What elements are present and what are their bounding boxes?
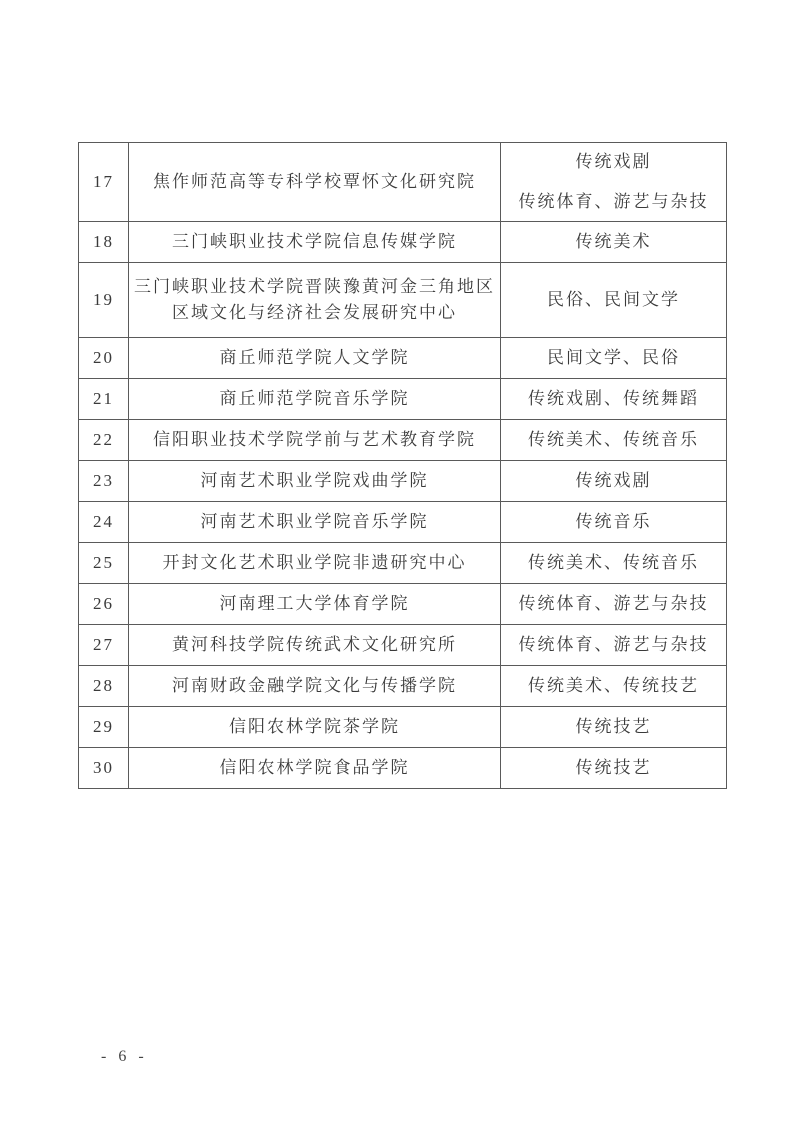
- category-cell: [501, 748, 727, 789]
- table-row: [79, 379, 727, 420]
- institution-name-cell: 信阳职业技术学院学前与艺术教育学院: [129, 420, 501, 461]
- page-number: - 6 -: [101, 1048, 148, 1065]
- row-number-cell: 17: [79, 143, 129, 222]
- table-row: [79, 748, 727, 789]
- category-label: 传统戏剧、传统舞蹈: [528, 389, 699, 408]
- category-cell: [501, 543, 727, 584]
- institution-name-cell: 商丘师范学院人文学院: [129, 338, 501, 379]
- category-label: 民俗、民间文学: [547, 290, 680, 309]
- table-row: [79, 707, 727, 748]
- row-number-cell: 28: [79, 666, 129, 707]
- category-label: 传统戏剧: [575, 152, 652, 171]
- category-cell: [501, 625, 727, 666]
- category-label: 传统技艺: [575, 717, 652, 736]
- row-number-cell: 26: [79, 584, 129, 625]
- row-number-cell: 19: [79, 263, 129, 338]
- table-row: [79, 543, 727, 584]
- category-label: 传统音乐: [575, 512, 652, 531]
- row-number-cell: 25: [79, 543, 129, 584]
- institution-name-cell: 三门峡职业技术学院晋陕豫黄河金三角地区区域文化与经济社会发展研究中心: [129, 263, 501, 338]
- table-body: [79, 143, 727, 789]
- table-row: [79, 502, 727, 543]
- category-label: 传统体育、游艺与杂技: [518, 635, 709, 654]
- row-number-cell: 24: [79, 502, 129, 543]
- table-row: [79, 263, 727, 338]
- category-cell: [501, 502, 727, 543]
- category-cell: [501, 420, 727, 461]
- institution-name-cell: 河南理工大学体育学院: [129, 584, 501, 625]
- row-number-cell: 22: [79, 420, 129, 461]
- category-label: 民间文学、民俗: [547, 348, 680, 367]
- category-label: 传统技艺: [575, 758, 652, 777]
- category-label: 传统体育、游艺与杂技: [518, 192, 709, 211]
- category-cell: [501, 143, 727, 222]
- category-cell: [501, 222, 727, 263]
- institution-name-cell: 河南艺术职业学院戏曲学院: [129, 461, 501, 502]
- institution-name-cell: 商丘师范学院音乐学院: [129, 379, 501, 420]
- category-cell: [501, 584, 727, 625]
- row-number-cell: 23: [79, 461, 129, 502]
- institution-name-cell: 三门峡职业技术学院信息传媒学院: [129, 222, 501, 263]
- category-label: 传统体育、游艺与杂技: [518, 594, 709, 613]
- institution-name-cell: 河南财政金融学院文化与传播学院: [129, 666, 501, 707]
- institution-name-cell: 河南艺术职业学院音乐学院: [129, 502, 501, 543]
- category-cell: [501, 666, 727, 707]
- row-number-cell: 21: [79, 379, 129, 420]
- row-number-cell: 29: [79, 707, 129, 748]
- row-number-cell: 20: [79, 338, 129, 379]
- row-number-cell: 18: [79, 222, 129, 263]
- institution-name-cell: 信阳农林学院茶学院: [129, 707, 501, 748]
- category-cell: [501, 707, 727, 748]
- table-row: [79, 420, 727, 461]
- table-row: [79, 666, 727, 707]
- category-label: 传统戏剧: [575, 471, 652, 490]
- table-row: [79, 338, 727, 379]
- institutions-table: [78, 142, 727, 789]
- row-number-cell: 30: [79, 748, 129, 789]
- institution-name-cell: 开封文化艺术职业学院非遗研究中心: [129, 543, 501, 584]
- category-cell: [501, 263, 727, 338]
- category-label: 传统美术、传统技艺: [528, 676, 699, 695]
- category-label: 传统美术、传统音乐: [528, 430, 699, 449]
- category-label: 传统美术、传统音乐: [528, 553, 699, 572]
- institution-name-cell: 信阳农林学院食品学院: [129, 748, 501, 789]
- institution-name-cell: 黄河科技学院传统武术文化研究所: [129, 625, 501, 666]
- category-label: 传统美术: [575, 232, 652, 251]
- table-row: [79, 461, 727, 502]
- row-number-cell: 27: [79, 625, 129, 666]
- category-cell: [501, 379, 727, 420]
- category-cell: [501, 461, 727, 502]
- table-row: [79, 222, 727, 263]
- table-row: [79, 584, 727, 625]
- table-row: [79, 625, 727, 666]
- table-row: [79, 143, 727, 222]
- institution-name-cell: 焦作师范高等专科学校覃怀文化研究院: [129, 143, 501, 222]
- category-cell: [501, 338, 727, 379]
